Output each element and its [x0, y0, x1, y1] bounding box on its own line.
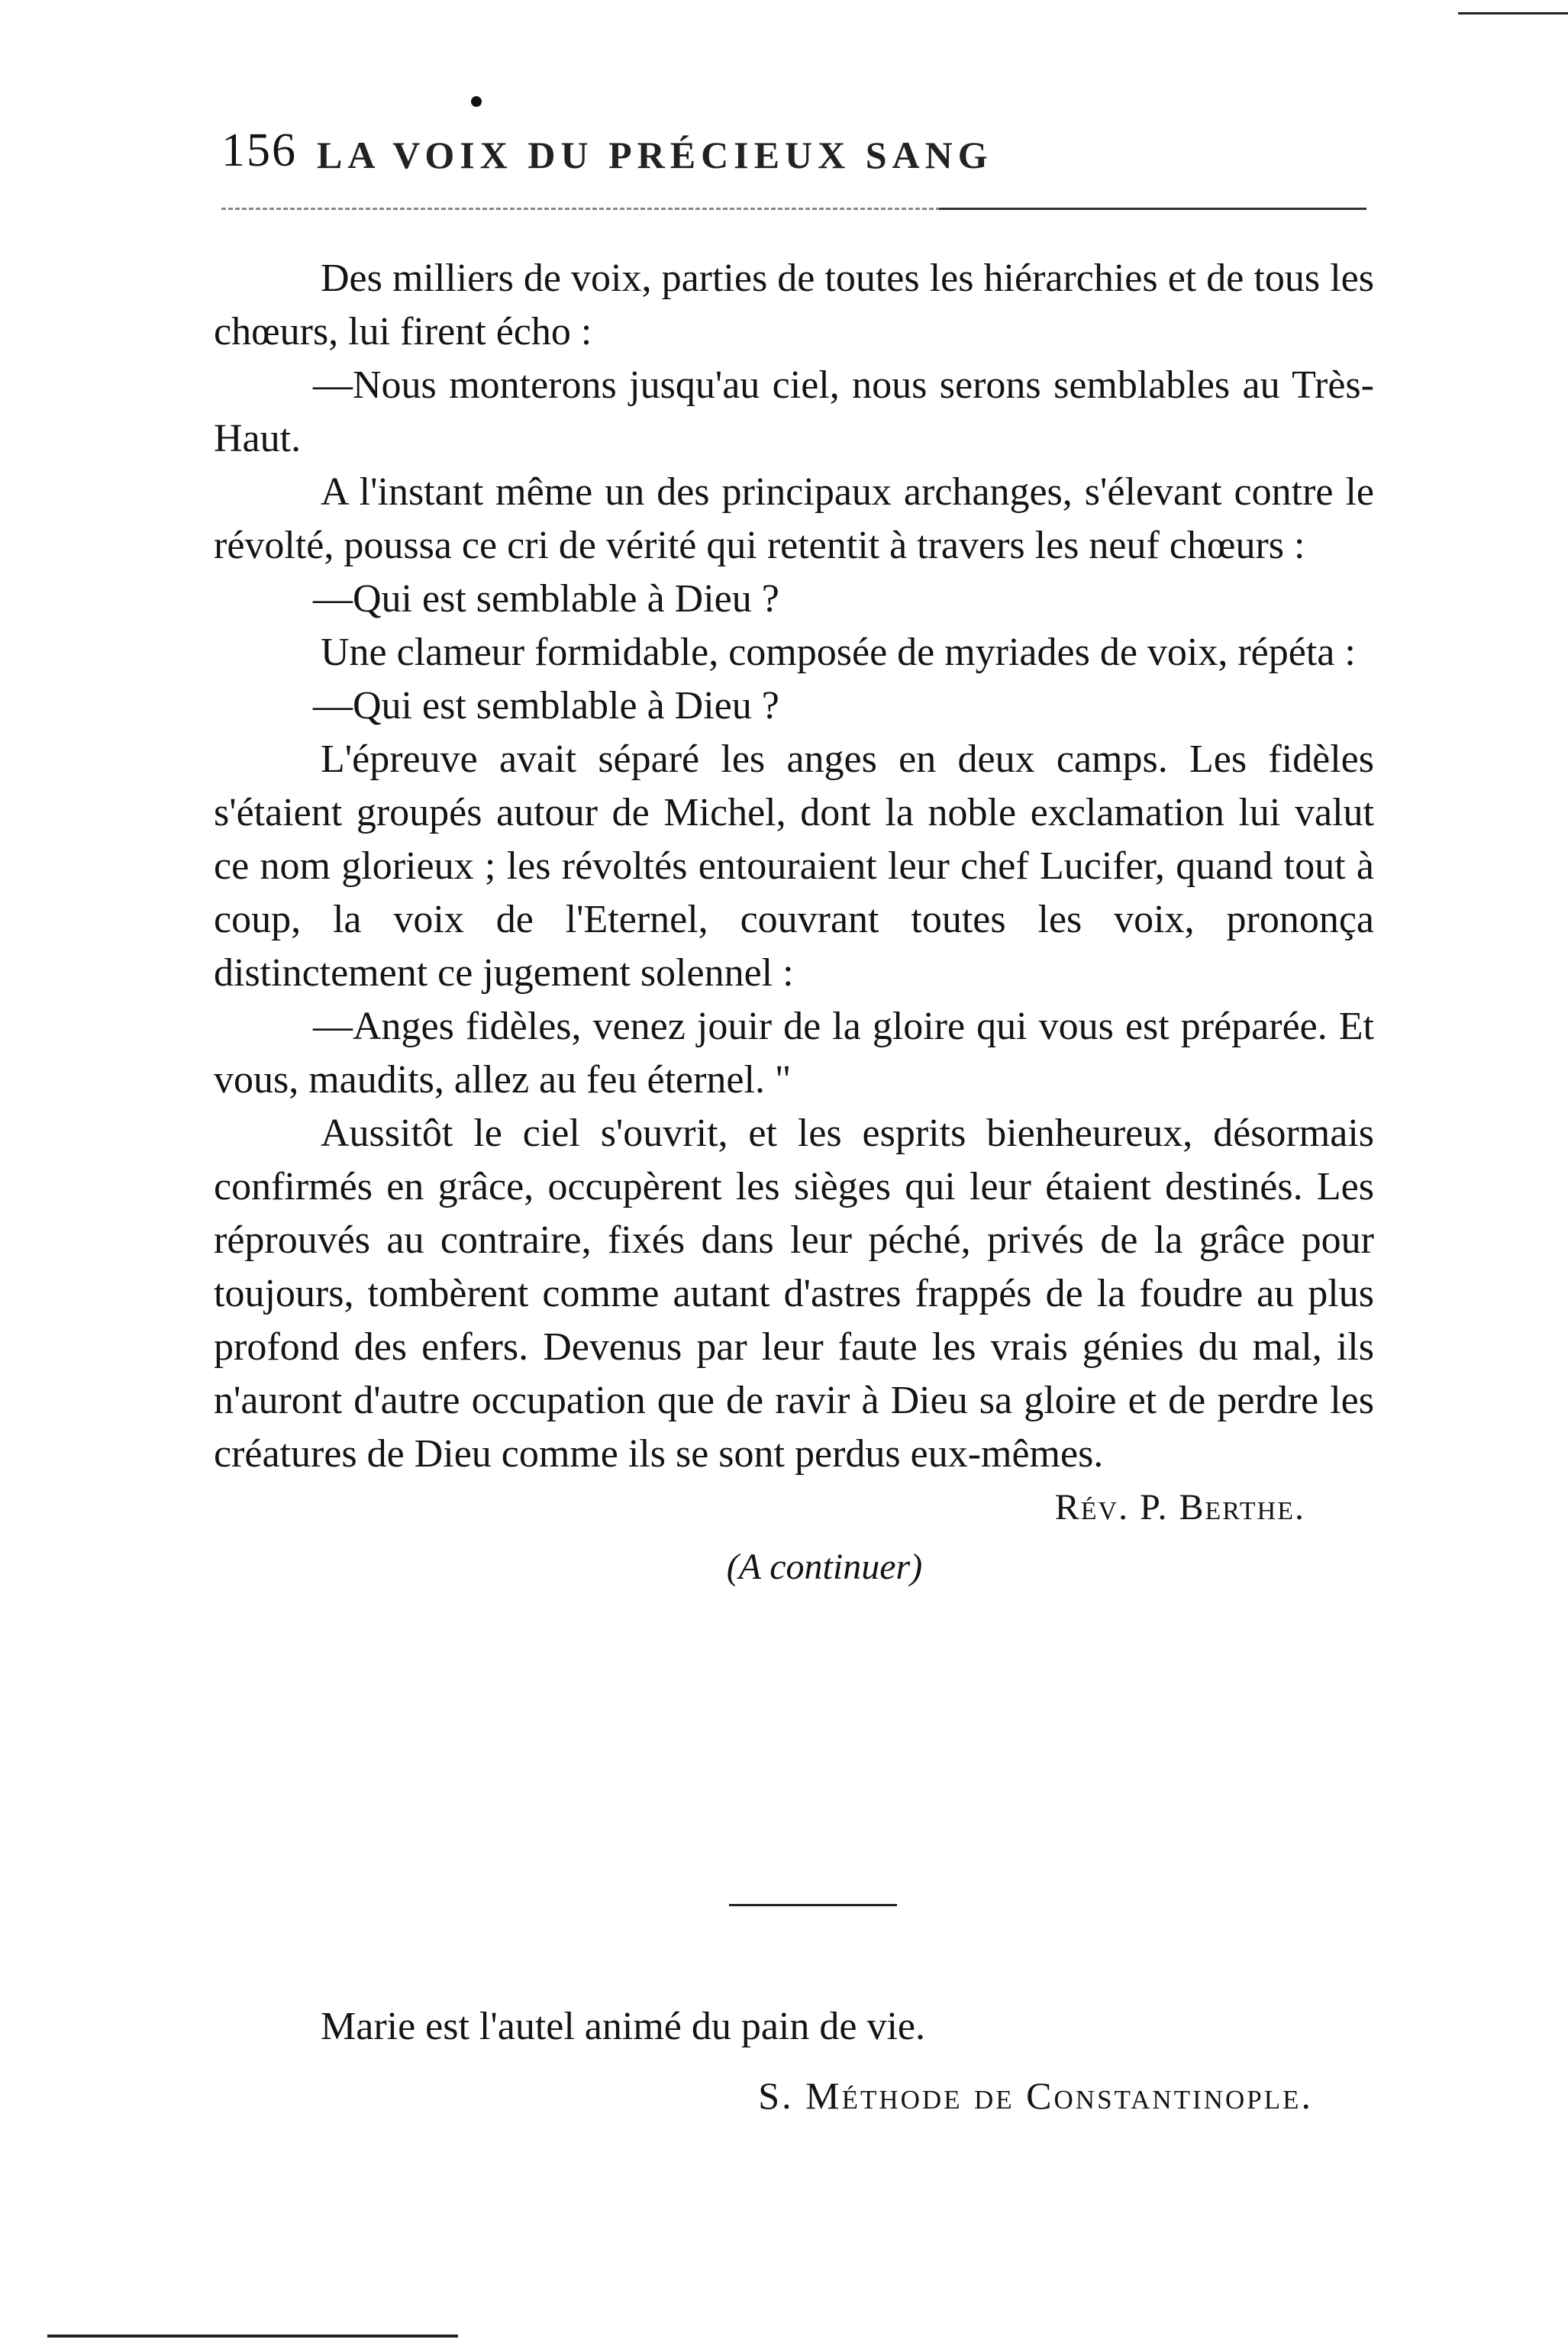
running-head [221, 113, 1366, 174]
corner-rule [1458, 12, 1568, 15]
paragraph-clamour: Une clameur formidable, composée de myriades de voix, répéta : [321, 631, 1356, 674]
dialogue-judgement: —Anges fidèles, venez jouir de la gloire qui vous est préparée. Et vous, maudits, allez au feu éternel. " [214, 1005, 1374, 1102]
paragraph-archangel: A l'instant même un des principaux archanges, s'élevant contre le révolté, poussa ce cri de vérité qui retentit à travers les neuf chœurs : [214, 470, 1374, 567]
dialogue-cry-2: —Qui est semblable à Dieu ? [313, 684, 779, 728]
closing-quote: Marie est l'autel animé du pain de vie. [321, 2005, 925, 2048]
quote-attribution: S. Méthode de Constantinople. [758, 2074, 1313, 2117]
header-rule-solid [939, 208, 1366, 210]
article-body [214, 252, 1374, 1600]
author-signature: Rév. P. Berthe. [1054, 1487, 1305, 1528]
paragraph-echo: Des milliers de voix, parties de toutes les hiérarchies et de tous les chœurs, lui firent écho : [214, 257, 1374, 353]
header-dot [471, 96, 482, 107]
bottom-rule [47, 2334, 458, 2338]
paragraph-fall: Aussitôt le ciel s'ouvrit, et les esprits bienheureux, désormais confirmés en grâce, occupèrent les sièges qui leur étaient destinés. Les réprouvés au contraire, fixés dans leur péché, privés de la grâce pour toujours, tombèrent comme autant d'astres frappés de la foudre au plus profond des enfers. Devenus par leur faute les vrais génies du mal, ils n'auront d'autre occupation que de ravir à Dieu sa gloire et de perdre les créatures de Dieu comme ils se sont perdus eux-mêmes. [214, 1112, 1374, 1476]
dialogue-cry-1: —Qui est semblable à Dieu ? [313, 577, 779, 621]
section-divider [729, 1904, 897, 1906]
dialogue-revolt: —Nous monterons jusqu'au ciel, nous serons semblables au Très-Haut. [214, 363, 1374, 460]
page-number: 156 [221, 124, 297, 176]
continued-note: (A continuer) [726, 1547, 923, 1587]
running-title: LA VOIX DU PRÉCIEUX SANG [317, 134, 993, 176]
paragraph-trial: L'épreuve avait séparé les anges en deux camps. Les fidèles s'étaient groupés autour de Michel, dont la noble exclamation lui valut ce nom glorieux ; les révoltés entouraient leur chef Lucifer, quand tout à coup, la voix de l'Eternel, couvrant toutes les voix, prononça distinctement ce jugement solennel : [214, 737, 1374, 995]
